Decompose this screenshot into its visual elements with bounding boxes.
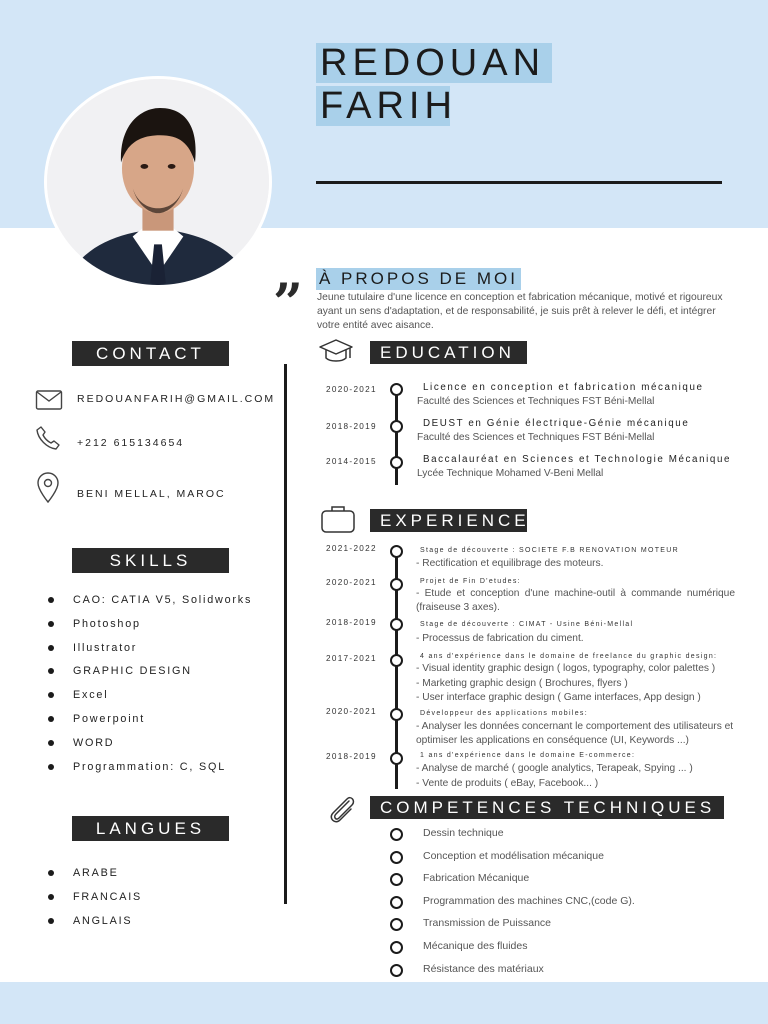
skill-item [45, 736, 252, 760]
skill-item [45, 712, 252, 736]
experience-date: 2018-2019 [326, 752, 377, 761]
competence-bullet [390, 896, 403, 909]
bullet-icon [48, 597, 54, 603]
timeline-node [390, 545, 403, 558]
education-timeline [395, 389, 398, 485]
phone-icon [35, 425, 61, 451]
skill-label: Photoshop [73, 617, 141, 630]
skill-label: Excel [73, 689, 109, 702]
bullet-icon [48, 764, 54, 770]
experience-detail: - Analyse de marché ( google analytics, Terapeak, Spying ... ) [416, 763, 693, 774]
languages-title: LANGUES [72, 816, 229, 841]
skill-label: WORD [73, 736, 115, 749]
competence-item: Mécanique des fluides [423, 940, 528, 952]
competence-item: Dessin technique [423, 827, 504, 839]
bullet-icon [48, 918, 54, 924]
education-date: 2018-2019 [326, 422, 377, 431]
skill-label: Illustrator [73, 641, 138, 654]
language-item [45, 866, 142, 890]
name-last: FARIH [316, 86, 450, 126]
education-degree: Baccalauréat en Sciences et Technologie Mécanique [423, 454, 732, 465]
language-label: ANGLAIS [73, 914, 133, 927]
experience-date: 2020-2021 [326, 578, 377, 587]
experience-date: 2020-2021 [326, 707, 377, 716]
timeline-node [390, 420, 403, 433]
contact-title: CONTACT [72, 341, 229, 366]
timeline-node [390, 654, 403, 667]
education-degree: DEUST en Génie électrique-Génie mécanique [423, 418, 690, 429]
skills-title: SKILLS [72, 548, 229, 573]
education-date: 2020-2021 [326, 385, 377, 394]
experience-date: 2021-2022 [326, 544, 377, 553]
language-item [45, 890, 142, 914]
experience-title: EXPERIENCE [370, 509, 527, 532]
competence-item: Programmation des machines CNC,(code G). [423, 894, 635, 907]
skill-item [45, 664, 252, 688]
education-title: EDUCATION [370, 341, 527, 364]
experience-role: Stage de découverte : CIMAT - Usine Béni-Mellal [420, 621, 634, 628]
skill-label: GRAPHIC DESIGN [73, 665, 192, 678]
profile-photo [44, 76, 272, 288]
experience-detail: - User interface graphic design ( Game interfaces, App design ) [416, 692, 701, 703]
competence-bullet [390, 828, 403, 841]
timeline-node [390, 708, 403, 721]
skill-label: CAO: CATIA V5, Solidworks [73, 594, 253, 606]
competence-bullet [390, 918, 403, 931]
bullet-icon [48, 621, 54, 627]
timeline-node [390, 752, 403, 765]
competence-bullet [390, 941, 403, 954]
experience-date: 2017-2021 [326, 654, 377, 663]
competence-item: Fabrication Mécanique [423, 872, 530, 885]
experience-detail: - Marketing graphic design ( Brochures, flyers ) [416, 678, 628, 689]
competence-bullet [390, 964, 403, 977]
experience-role: Stage de découverte : SOCIETE F.B RENOVATION MOTEUR [420, 547, 679, 554]
experience-detail: - Visual identity graphic design ( logos, typography, color palettes ) [416, 663, 716, 674]
skill-item [45, 641, 252, 665]
graduation-cap-icon [318, 336, 354, 368]
education-school: Faculté des Sciences et Techniques FST Béni-Mellal [417, 432, 655, 443]
bullet-icon [48, 645, 54, 651]
competence-item: Conception et modélisation mécanique [423, 849, 604, 862]
education-school: Faculté des Sciences et Techniques FST Béni-Mellal [417, 396, 655, 407]
competence-item: Résistance des matériaux [423, 962, 544, 975]
about-title: À PROPOS DE MOI [316, 268, 521, 290]
paperclip-icon [327, 793, 357, 825]
contact-email[interactable]: REDOUANFARIH@GMAIL.COM [77, 393, 276, 405]
timeline-node [390, 578, 403, 591]
skill-label: Powerpoint [73, 712, 146, 725]
skills-list [45, 593, 252, 783]
footer-band [0, 982, 768, 1024]
bullet-icon [48, 668, 54, 674]
experience-detail: - Etude et conception d'une machine-outil à commande numérique (fraiseuse 3 axes). [416, 588, 735, 613]
bullet-icon [48, 716, 54, 722]
skill-item [45, 688, 252, 712]
skill-label: Programmation: C, SQL [73, 760, 227, 773]
experience-detail: - Processus de fabrication du ciment. [416, 633, 584, 644]
timeline-node [390, 618, 403, 631]
about-text: Jeune tutulaire d'une licence en conception et fabrication mécanique, motivé et rigoureux ayant un sens d'adaptation, et de responsabilité, je suis prêt à relever le défi, et intégrer votre entité avec aisance. [317, 292, 723, 331]
experience-role: Projet de Fin D'etudes: [420, 578, 521, 585]
skill-item [45, 760, 252, 784]
experience-role: Développeur des applications mobiles: [420, 710, 588, 717]
education-school: Lycée Technique Mohamed V-Beni Mellal [417, 468, 604, 479]
quote-icon: ” [273, 273, 303, 334]
contact-address: BENI MELLAL, MAROC [77, 488, 226, 500]
education-degree: Licence en conception et fabrication mécanique [423, 382, 704, 393]
location-pin-icon [36, 472, 60, 504]
competences-title: COMPETENCES TECHNIQUES [370, 796, 724, 819]
experience-role: 4 ans d'expérience dans le domaine de freelance du graphic design: [420, 653, 718, 660]
briefcase-icon [320, 504, 356, 534]
competence-bullet [390, 873, 403, 886]
language-label: ARABE [73, 867, 119, 879]
contact-phone[interactable]: +212 615134654 [77, 437, 185, 449]
name-first: REDOUAN [316, 43, 552, 83]
skill-item [45, 593, 252, 617]
bullet-icon [48, 740, 54, 746]
timeline-node [390, 456, 403, 469]
bullet-icon [48, 894, 54, 900]
bullet-icon [48, 870, 54, 876]
competence-bullet [390, 851, 403, 864]
experience-detail: - Analyser les données concernant le comportement des utilisateurs et optimiser les applications en conséquence (UI, Keywords ...) [416, 721, 734, 746]
experience-detail: - Vente de produits ( eBay, Facebook... ) [416, 778, 599, 789]
timeline-node [390, 383, 403, 396]
language-label: FRANCAIS [73, 890, 142, 903]
email-icon [35, 389, 63, 411]
name-divider [316, 181, 722, 184]
experience-date: 2018-2019 [326, 618, 377, 627]
skill-item [45, 617, 252, 641]
experience-role: 1 ans d'expérience dans le domaine E-commerce: [420, 752, 636, 759]
languages-list [45, 866, 142, 937]
competence-item: Transmission de Puissance [423, 917, 551, 930]
bullet-icon [48, 692, 54, 698]
education-date: 2014-2015 [326, 457, 377, 466]
column-divider [284, 364, 287, 904]
language-item [45, 914, 142, 938]
experience-detail: - Rectification et equilibrage des moteurs. [416, 558, 604, 569]
